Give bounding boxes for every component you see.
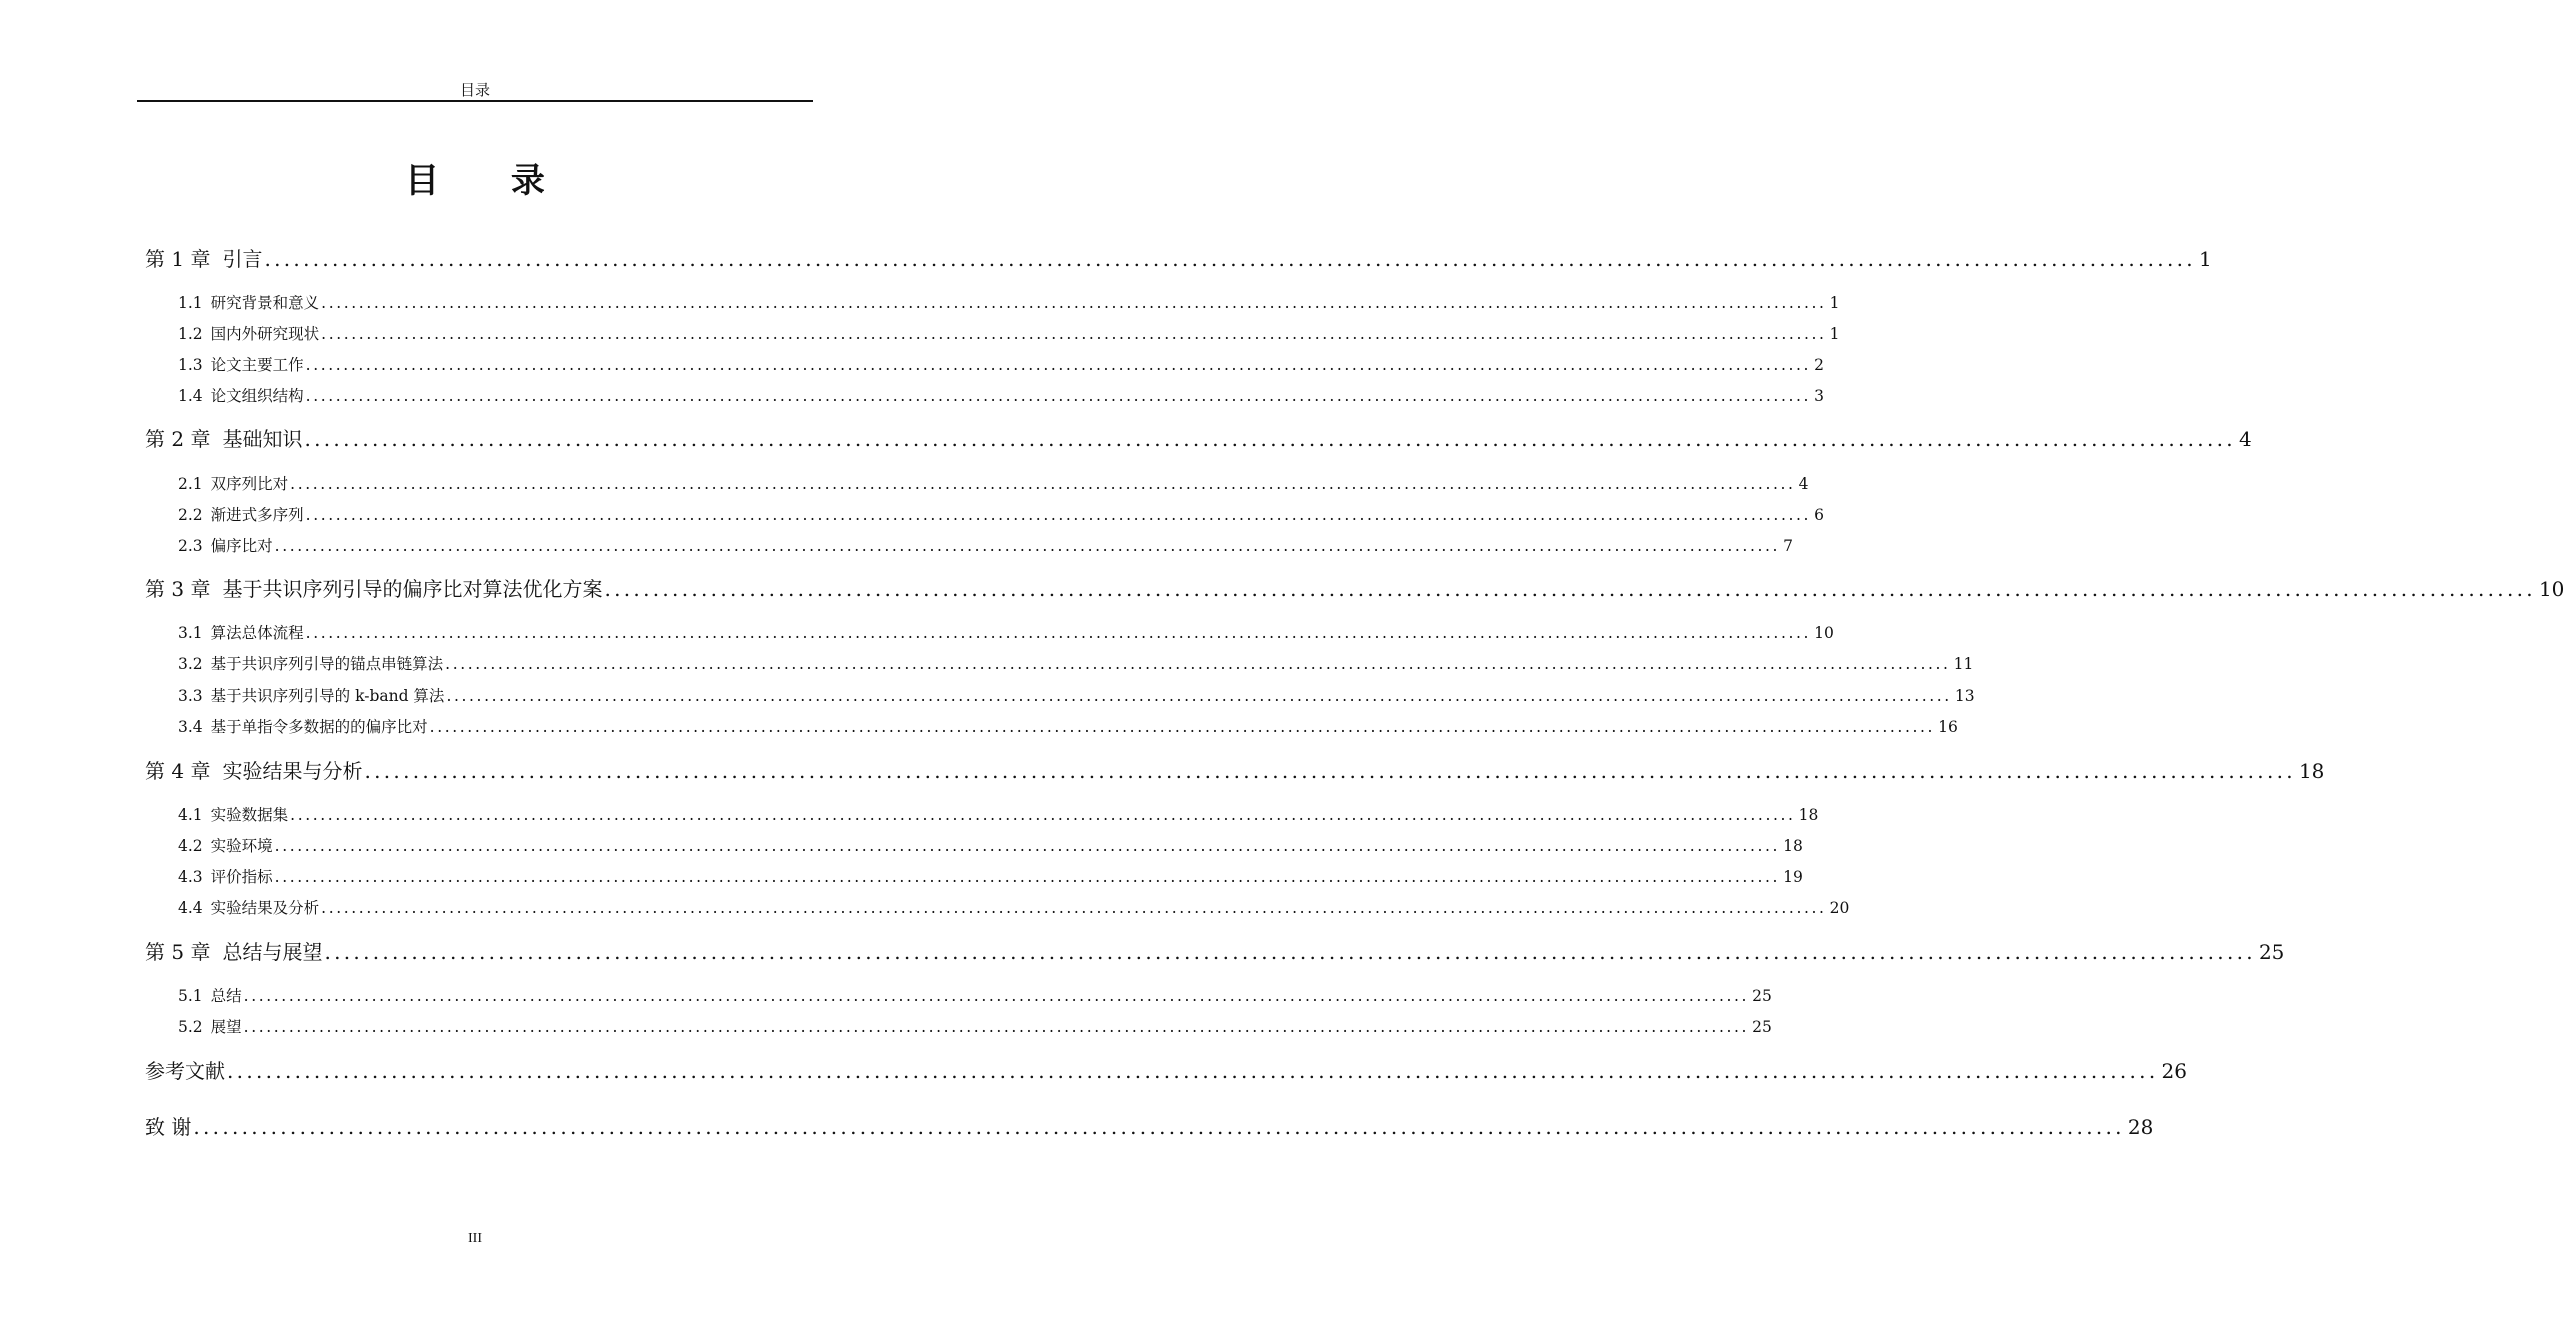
toc-entry-label: 总结与展望 [222,940,323,964]
toc-entry[interactable] [178,834,1803,858]
toc-entry[interactable] [178,291,1840,315]
toc-entry-number: 第 1 章 [145,247,211,271]
toc-entry-label: 基于共识序列引导的 k-band 算法 [210,687,445,705]
toc-entry-number: 1.1 [178,294,203,312]
toc-entry-label: 基于共识序列引导的锚点串链算法 [210,655,444,673]
toc-entry-number: 4.1 [178,806,203,824]
toc-entry-label: 实验环境 [210,837,273,855]
toc-entry-page: 3 [1814,387,1824,405]
toc-entry-page: 10 [2538,577,2564,601]
toc-dot-leader: ........................................................................................................................................................................................................ [446,687,1952,705]
toc-entry-label: 致 谢 [145,1115,192,1139]
toc-entry-label: 国内外研究现状 [210,325,320,343]
toc-entry-page: 25 [2258,940,2285,964]
toc-entry-number: 4.2 [178,837,203,855]
toc-entry-label: 实验结果及分析 [210,899,320,917]
toc-entry-page: 19 [1783,868,1803,886]
toc-dot-leader: ........................................................................................................................................................................................................ [429,718,1936,736]
toc-entry-number: 3.3 [178,687,203,705]
toc-dot-leader: ........................................................................................................................................................................................................ [264,247,2196,271]
toc-entry-page: 18 [1798,806,1819,824]
toc-entry-label: 引言 [222,247,263,271]
toc-entry-page: 11 [1953,655,1974,673]
toc-entry[interactable] [178,896,1850,920]
toc-entry[interactable] [178,353,1824,377]
toc-entry[interactable] [145,424,2252,454]
toc-entry-number: 5.1 [178,987,203,1005]
running-header: 目录 [459,81,490,99]
toc-dot-leader: ........................................................................................................................................................................................................ [274,868,1781,886]
toc-entry-page: 6 [1814,506,1824,524]
toc-entry[interactable] [178,803,1819,827]
toc-entry[interactable] [145,937,2285,967]
toc-entry-page: 18 [1783,837,1803,855]
toc-entry-label: 基于共识序列引导的偏序比对算法优化方案 [222,577,603,601]
toc-entry-page: 10 [1814,624,1834,642]
toc-entry-number: 第 3 章 [145,577,211,601]
toc-entry-page: 4 [1798,475,1809,493]
toc-entry-page: 2 [1814,356,1824,374]
toc-entry[interactable] [178,1015,1772,1039]
toc-entry[interactable] [178,684,1975,708]
toc-entry[interactable] [178,322,1840,346]
toc-entry-label: 渐进式多序列 [210,506,304,524]
toc-entry-label: 研究背景和意义 [210,294,320,312]
toc-dot-leader: ........................................................................................................................................................................................................ [274,837,1781,855]
toc-dot-leader: ........................................................................................................................................................................................................ [227,1059,2159,1083]
toc-dot-leader: ........................................................................................................................................................................................................ [305,356,1812,374]
toc-dot-leader: ........................................................................................................................................................................................................ [321,325,1827,343]
toc-entry-label: 双序列比对 [210,475,289,493]
toc-entry-number: 2.2 [178,506,203,524]
toc-entry-number: 3.1 [178,624,203,642]
toc-dot-leader: ........................................................................................................................................................................................................ [305,387,1812,405]
toc-entry-label: 基于单指令多数据的的偏序比对 [210,718,428,736]
toc-entry-number: 第 5 章 [145,940,211,964]
toc-entry[interactable] [178,472,1809,496]
toc-entry-number: 4.3 [178,868,203,886]
toc-entry-page: 28 [2127,1115,2154,1139]
toc-entry-number: 2.3 [178,537,203,555]
toc-dot-leader: ........................................................................................................................................................................................................ [193,1115,2125,1139]
toc-entry-page: 1 [1829,325,1840,343]
toc-entry-label: 论文组织结构 [210,387,304,405]
toc-entry[interactable] [145,756,2325,786]
toc-entry[interactable] [145,1112,2154,1142]
page-number: III [468,1231,482,1246]
toc-entry-number: 1.2 [178,325,203,343]
toc-entry[interactable] [178,621,1834,645]
toc-entry[interactable] [145,244,2212,274]
toc-entry-page: 1 [2198,247,2212,271]
toc-entry[interactable] [145,1056,2187,1086]
toc-entry-page: 16 [1938,718,1958,736]
toc-entry[interactable] [178,652,1974,676]
toc-entry-page: 25 [1752,987,1772,1005]
toc-entry-number: 2.1 [178,475,203,493]
toc-entry-label: 实验数据集 [210,806,289,824]
toc-entry-page: 18 [2298,759,2325,783]
toc-title: 目 录 [405,161,575,201]
toc-dot-leader: ........................................................................................................................................................................................................ [290,475,1796,493]
toc-dot-leader: ........................................................................................................................................................................................................ [243,987,1750,1005]
toc-entry-label: 实验结果与分析 [222,759,363,783]
toc-entry-page: 25 [1752,1018,1772,1036]
toc-dot-leader: ........................................................................................................................................................................................................ [243,1018,1750,1036]
toc-dot-leader: ........................................................................................................................................................................................................ [305,624,1812,642]
toc-entry-number: 1.3 [178,356,203,374]
toc-entry-number: 4.4 [178,899,203,917]
toc-dot-leader: ........................................................................................................................................................................................................ [604,577,2536,601]
toc-entry-number: 3.2 [178,655,203,673]
toc-entry-label: 评价指标 [210,868,273,886]
toc-entry-label: 参考文献 [145,1059,225,1083]
toc-dot-leader: ........................................................................................................................................................................................................ [304,427,2236,451]
toc-dot-leader: ........................................................................................................................................................................................................ [321,899,1827,917]
toc-entry-page: 20 [1829,899,1850,917]
toc-entry-number: 3.4 [178,718,203,736]
toc-entry-page: 1 [1829,294,1840,312]
toc-entry-page: 13 [1954,687,1975,705]
toc-entry-label: 展望 [210,1018,242,1036]
toc-entry-label: 基础知识 [222,427,303,451]
toc-dot-leader: ........................................................................................................................................................................................................ [364,759,2296,783]
toc-dot-leader: ........................................................................................................................................................................................................ [445,655,1951,673]
toc-entry[interactable] [145,574,2564,604]
toc-entry-number: 1.4 [178,387,203,405]
toc-entry-label: 算法总体流程 [210,624,304,642]
toc-entry-number: 第 4 章 [145,759,211,783]
toc-entry-label: 总结 [210,987,242,1005]
toc-entry[interactable] [178,503,1824,527]
toc-dot-leader: ........................................................................................................................................................................................................ [274,537,1781,555]
toc-entry[interactable] [178,865,1803,889]
toc-dot-leader: ........................................................................................................................................................................................................ [324,940,2256,964]
toc-entry[interactable] [178,715,1958,739]
toc-dot-leader: ........................................................................................................................................................................................................ [321,294,1827,312]
toc-entry-page: 4 [2238,427,2252,451]
toc-dot-leader: ........................................................................................................................................................................................................ [305,506,1812,524]
toc-entry-label: 论文主要工作 [210,356,304,374]
toc-entry-page: 26 [2161,1059,2187,1083]
toc-entry[interactable] [178,384,1824,408]
toc-entry[interactable] [178,984,1772,1008]
toc-entry-number: 第 2 章 [145,427,211,451]
toc-entry-number: 5.2 [178,1018,203,1036]
toc-dot-leader: ........................................................................................................................................................................................................ [290,806,1796,824]
toc-entry[interactable] [178,534,1793,558]
toc-entry-page: 7 [1783,537,1793,555]
toc-entry-label: 偏序比对 [210,537,273,555]
